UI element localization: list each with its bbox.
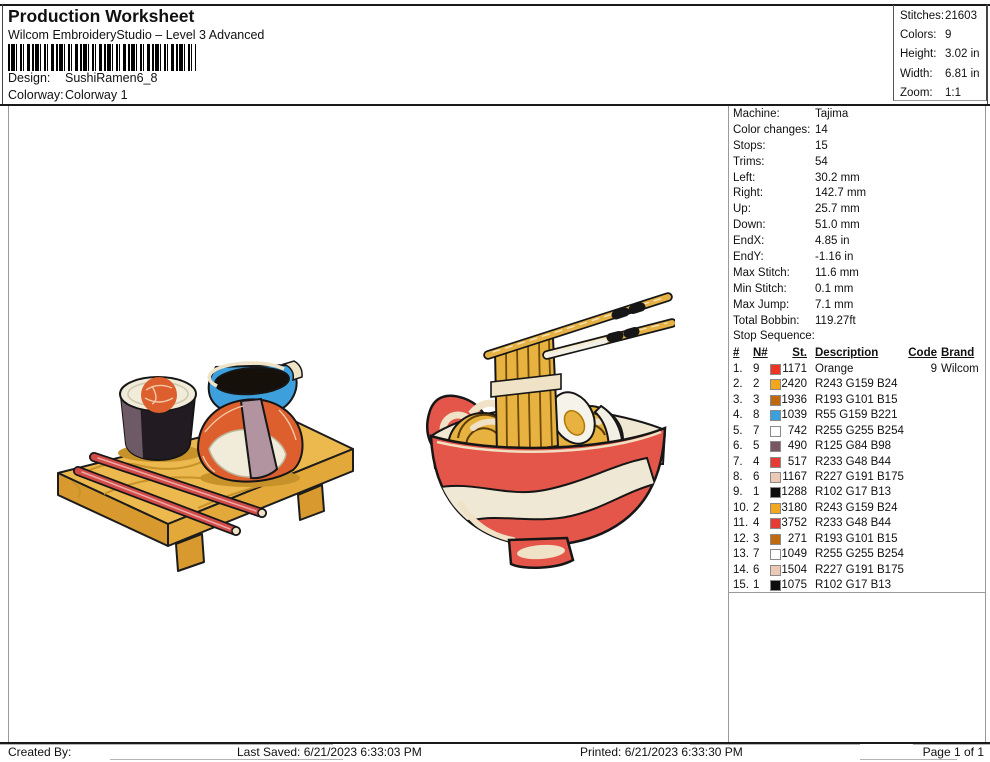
stop-index: 15. <box>733 579 749 592</box>
stop-index: 14. <box>733 563 749 576</box>
thread-description: R227 G191 B175 <box>815 471 904 484</box>
machine-row-label: Stops: <box>733 139 766 152</box>
machine-row <box>729 186 985 202</box>
content-right-border <box>985 106 986 742</box>
col-number: # <box>733 347 740 360</box>
stitch-count: 2420 <box>781 378 807 391</box>
stat-value: 6.81 in <box>945 67 980 80</box>
content-left-border <box>8 106 9 742</box>
col-stitches: St. <box>792 347 807 360</box>
machine-row-value: 11.6 mm <box>815 266 859 279</box>
design-label: Design: <box>8 71 51 85</box>
nigiri-sushi <box>198 399 303 482</box>
col-description: Description <box>815 347 879 360</box>
machine-row-value: 25.7 mm <box>815 203 860 216</box>
machine-row-value: 51.0 mm <box>815 219 860 232</box>
stop-index: 2. <box>733 378 743 391</box>
needle-number: 1 <box>753 486 760 499</box>
machine-row <box>729 218 985 234</box>
machine-info-panel <box>729 107 985 594</box>
needle-number: 8 <box>753 409 760 422</box>
app-subtitle: Wilcom EmbroideryStudio – Level 3 Advanced <box>8 28 265 42</box>
colorway-row <box>8 88 128 102</box>
machine-row <box>729 250 985 266</box>
needle-number: 6 <box>753 563 760 576</box>
stat-label: Width: <box>900 67 933 80</box>
stop-index: 1. <box>733 362 743 375</box>
ramen-bowl-illustration <box>425 288 675 590</box>
machine-row-value: 4.85 in <box>815 235 850 248</box>
stop-sequence-row <box>729 485 985 500</box>
stitch-count: 1167 <box>782 471 807 484</box>
machine-row <box>729 107 985 123</box>
stat-value: 9 <box>945 29 952 42</box>
golden-chopsticks <box>488 297 672 355</box>
thread-brand: Wilcom <box>941 362 979 375</box>
stop-sequence-row <box>729 532 985 547</box>
machine-row-label: Color changes: <box>733 123 811 136</box>
stat-value: 3.02 in <box>945 48 980 61</box>
header-left-border <box>2 4 3 105</box>
machine-row-value: 7.1 mm <box>815 298 854 311</box>
machine-row <box>729 171 985 187</box>
needle-number: 3 <box>753 393 760 406</box>
stitch-count: 1039 <box>781 409 807 422</box>
stop-sequence-row <box>729 516 985 531</box>
stop-sequence-row <box>729 439 985 454</box>
stop-index: 5. <box>733 424 743 437</box>
stop-sequence-row <box>729 501 985 516</box>
created-by-label: Created By: <box>8 745 72 759</box>
machine-row-value: 15 <box>815 139 828 152</box>
col-brand: Brand <box>941 347 975 360</box>
machine-row-label: Up: <box>733 203 751 216</box>
machine-row-label: Max Stitch: <box>733 266 790 279</box>
design-value: SushiRamen6_8 <box>65 71 158 85</box>
col-code: Code <box>908 347 937 360</box>
machine-row <box>729 202 985 218</box>
machine-row-label: Total Bobbin: <box>733 314 800 327</box>
stop-sequence-row <box>729 424 985 439</box>
machine-row <box>729 266 985 282</box>
col-needle: N# <box>753 347 768 360</box>
machine-row <box>729 123 985 139</box>
stitch-count: 1504 <box>781 563 807 576</box>
thread-description: Orange <box>815 362 854 375</box>
needle-number: 4 <box>753 517 760 530</box>
stop-sequence-row <box>729 393 985 408</box>
needle-number: 4 <box>753 455 760 468</box>
machine-row-value: 0.1 mm <box>815 282 854 295</box>
colorway-value: Colorway 1 <box>65 88 128 102</box>
stitch-count: 517 <box>787 455 807 468</box>
needle-number: 7 <box>753 424 760 437</box>
machine-row-value: Tajima <box>815 108 849 120</box>
stat-label: Height: <box>900 48 937 61</box>
stats-row <box>894 8 986 27</box>
machine-row <box>729 155 985 171</box>
stat-value: 21603 <box>945 10 977 22</box>
stitch-count: 3180 <box>781 501 807 514</box>
machine-row <box>729 234 985 250</box>
needle-number: 9 <box>753 362 760 375</box>
sushi-design-preview <box>48 352 378 592</box>
needle-number: 7 <box>753 548 760 561</box>
machine-row-label: Max Jump: <box>733 298 790 311</box>
stat-value: 1:1 <box>945 86 961 99</box>
stitch-count: 1075 <box>781 579 807 592</box>
printed-timestamp: Printed: 6/21/2023 6:33:30 PM <box>580 745 743 759</box>
machine-row <box>729 314 985 330</box>
stitch-count: 1288 <box>781 486 807 499</box>
stop-index: 11. <box>733 517 749 530</box>
stop-sequence-header <box>729 346 985 362</box>
ramen-design-preview <box>425 288 675 590</box>
stop-index: 4. <box>733 409 743 422</box>
machine-row-value: 54 <box>815 155 828 168</box>
stats-row <box>894 85 986 104</box>
thread-description: R102 G17 B13 <box>815 579 892 592</box>
last-saved-timestamp: Last Saved: 6/21/2023 6:33:03 PM <box>237 745 422 759</box>
design-row <box>8 71 157 85</box>
machine-rows <box>729 107 985 329</box>
header-bottom-rule <box>0 104 990 106</box>
thread-description: R233 G48 B44 <box>815 455 892 468</box>
machine-row-label: EndX: <box>733 235 765 248</box>
needle-number: 5 <box>753 440 760 453</box>
thread-description: R227 G191 B175 <box>815 563 904 576</box>
stop-index: 3. <box>733 393 743 406</box>
page-title: Production Worksheet <box>8 6 195 26</box>
design-barcode <box>8 44 196 71</box>
stop-sequence-row <box>729 578 985 593</box>
thread-description: R102 G17 B13 <box>815 486 892 499</box>
machine-row-value: 119.27ft <box>815 314 856 327</box>
thread-description: R193 G101 B15 <box>815 532 898 545</box>
machine-row-label: Min Stitch: <box>733 282 787 295</box>
stop-sequence-row <box>729 377 985 392</box>
machine-row-value: 30.2 mm <box>815 171 860 184</box>
stop-sequence-row <box>729 470 985 485</box>
machine-row-label: EndY: <box>733 251 764 264</box>
stop-index: 6. <box>733 440 743 453</box>
thread-description: R255 G255 B254 <box>815 548 904 561</box>
stats-row <box>894 27 986 46</box>
needle-number: 6 <box>753 471 760 484</box>
needle-number: 2 <box>753 378 760 391</box>
stop-index: 12. <box>733 532 749 545</box>
stop-index: 13. <box>733 548 749 561</box>
machine-row-value: 142.7 mm <box>815 187 867 200</box>
thread-description: R55 G159 B221 <box>815 409 898 422</box>
stat-label: Colors: <box>900 29 937 42</box>
stats-row <box>894 46 986 65</box>
stop-sequence-row <box>729 408 985 423</box>
machine-row-label: Right: <box>733 187 764 200</box>
stitch-count: 1936 <box>781 393 807 406</box>
needle-number: 3 <box>753 532 760 545</box>
thread-description: R233 G48 B44 <box>815 517 892 530</box>
stop-sequence-row <box>729 362 985 377</box>
machine-row-label: Machine: <box>733 108 780 120</box>
machine-row-label: Trims: <box>733 155 765 168</box>
machine-row-value: -1.16 in <box>815 251 854 264</box>
colorway-label: Colorway: <box>8 88 64 102</box>
footer-divider <box>110 759 343 760</box>
stop-sequence-row <box>729 455 985 470</box>
stop-index: 9. <box>733 486 743 499</box>
needle-number: 1 <box>753 579 760 592</box>
stats-row <box>894 66 986 85</box>
machine-row <box>729 139 985 155</box>
footer-divider <box>860 759 957 760</box>
stop-index: 7. <box>733 455 743 468</box>
stop-index: 8. <box>733 471 743 484</box>
sushi-board-illustration <box>48 352 378 592</box>
stats-panel <box>893 5 987 101</box>
stat-label: Stitches: <box>900 10 945 22</box>
thread-description: R193 G101 B15 <box>815 393 898 406</box>
thread-description: R255 G255 B254 <box>815 424 904 437</box>
machine-row <box>729 282 985 298</box>
stop-sequence-title: Stop Sequence: <box>733 330 815 343</box>
stop-index: 10. <box>733 501 749 514</box>
machine-row-label: Down: <box>733 219 766 232</box>
needle-number: 2 <box>753 501 760 514</box>
thread-description: R125 G84 B98 <box>815 440 892 453</box>
thread-description: R243 G159 B24 <box>815 501 898 514</box>
stitch-count: 3752 <box>781 517 807 530</box>
thread-code: 9 <box>930 362 937 375</box>
stop-sequence-row <box>729 563 985 578</box>
thread-description: R243 G159 B24 <box>815 378 898 391</box>
stitch-count: 1049 <box>781 548 807 561</box>
header-right-border <box>987 4 988 105</box>
stitch-count: 490 <box>787 440 807 453</box>
stitch-count: 1171 <box>782 362 807 375</box>
stop-sequence-rows <box>729 362 985 594</box>
stitch-count: 271 <box>787 532 807 545</box>
machine-row-value: 14 <box>815 123 828 136</box>
stat-label: Zoom: <box>900 86 933 99</box>
stop-sequence-row <box>729 547 985 562</box>
machine-row <box>729 298 985 314</box>
stitch-count: 742 <box>787 424 807 437</box>
page-indicator: Page 1 of 1 <box>922 745 984 759</box>
machine-row-label: Left: <box>733 171 756 184</box>
